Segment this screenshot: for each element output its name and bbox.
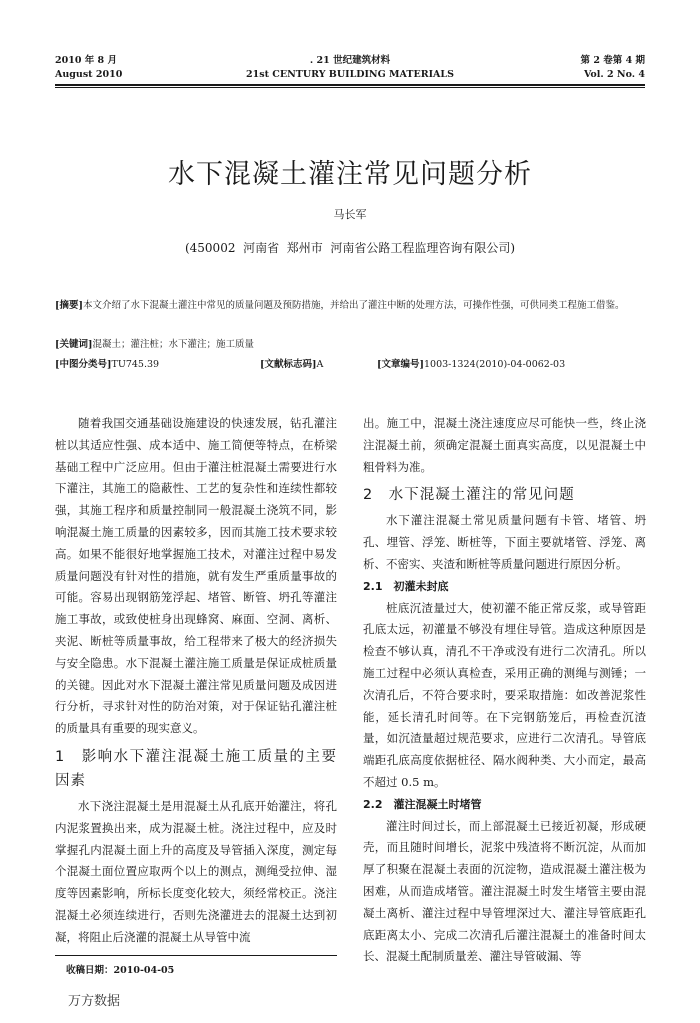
article-author: 马长军 (333, 208, 367, 221)
section-2-2-heading: 2.2 灌注混凝土时堵管 (363, 797, 482, 811)
header-date-en: August 2010 (55, 69, 123, 80)
body-left-column (55, 413, 337, 949)
keywords-text: 混凝土；灌注桩；水下灌注；施工质量 (92, 339, 255, 350)
doc-code-label: [文献标志码] (260, 359, 317, 370)
section-1-heading: 1 影响水下灌注混凝土施工质量的主要因素 (55, 748, 337, 789)
watermark: 万方数据 (68, 994, 121, 1009)
header-volume-cn: 第 2 卷第 4 期 (580, 55, 645, 66)
section-2-2-paragraph: 灌注时间过长，而上部混凝土已接近初凝，形成硬壳，而且随时间增长，泥浆中残渣将不断沉淀，从而加厚了积聚在混凝土表面的沉淀物，造成混凝土灌注极为困难，从而造成堵管。灌注混凝土时发生堵管主要由混凝土离析、灌注过程中导管埋深过大、灌注导管底距孔底距离太小、完成二次清孔后灌注混凝土的准备时间太长、混凝土配制质量差、灌注导管破漏、等 (363, 818, 646, 964)
section-2-1-paragraph: 桩底沉渣量过大，使初灌不能正常反浆，或导管距孔底太远，初灌量不够没有埋住导管。造成这种原因是检查不够认真，清孔不干净或没有进行二次清孔。所以施工过程中必须认真检查，采用正确的测绳与测锤；一次清孔后，不符合要求时，要采取措施：如改善泥浆性能，延长清孔时间等。在下完钢筋笼后，再检查沉渣量，如沉渣量超过规范要求，应进行二次清孔。导管底端距孔底高度依据桩径、隔水阀种类、大小而定，最高不超过 0.5 m。 (363, 600, 646, 789)
section-2-1-heading: 2.1 初灌未封底 (363, 579, 449, 593)
intro-paragraph: 随着我国交通基础设施建设的快速发展，钻孔灌注桩以其适应性强、成本适中、施工简便等特点，在桥梁基础工程中广泛应用。但由于灌注桩混凝土需要进行水下灌注，其施工的隐蔽性、工艺的复杂性和连续性都较强，其施工程序和质量控制同一般混凝土浇筑不同，影响混凝土施工质量的因素较多，因而其施工技术要求较高。如果不能很好地掌握施工技术，对灌注过程中易发质量问题没有针对性的措施，就有发生严重质量事故的可能。容易出现钢筋笼浮起、堵管、断管、坍孔等灌注施工事故，或致使桩身出现蜂窝、麻面、空洞、离析、夹泥、断桩等质量事故，给工程带来了极大的经济损失与安全隐患。水下混凝土灌注施工质量是保证成桩质量的关键。因此对水下混凝土灌注常见质量问题及成因进行分析，寻求针对性的防治对策，对于保证钻孔灌注桩的质量具有重要的现实意义。 (55, 416, 337, 736)
abstract-label: [摘要] (55, 300, 83, 311)
header-rule (55, 84, 645, 86)
section-2-heading: 2 水下混凝土灌注的常见问题 (363, 487, 575, 504)
clc-value: TU745.39 (111, 359, 160, 370)
clc (55, 356, 159, 374)
article-title: 水下混凝土灌注常见问题分析 (168, 159, 532, 190)
section-2-paragraph: 水下灌注混凝土常见质量问题有卡管、堵管、坍孔、埋管、浮笼、断桩等，下面主要就堵管、浮笼、离析、不密实、夹渣和断桩等质量问题进行原因分析。 (363, 513, 646, 571)
body-right-column (363, 413, 646, 968)
footnote-rule (55, 955, 337, 956)
doc-code-value: A (316, 359, 324, 370)
article-affiliation: (450002 河南省 郑州市 河南省公路工程监理咨询有限公司) (184, 241, 516, 255)
header-date-cn: 2010 年 8 月 (55, 55, 117, 66)
keywords (55, 336, 655, 354)
abstract-text: 本文介绍了水下混凝土灌注中常见的质量问题及预防措施，并给出了灌注中断的处理方法，可操作性强，可供同类工程施工借鉴。 (83, 300, 625, 311)
header-journal-en: 21st CENTURY BUILDING MATERIALS (246, 69, 454, 80)
section-1-continued: 出。施工中，混凝土浇注速度应尽可能快一些，终止浇注混凝土前，须确定混凝土面真实高度，以见混凝土中粗骨料为准。 (363, 416, 646, 474)
section-1-paragraph: 水下浇注混凝土是用混凝土从孔底开始灌注，将孔内泥浆置换出来，成为混凝土桩。浇注过程中，应及时掌握孔内混凝土面上升的高度及导管插入深度，测定每个混凝土面位置应取两个以上的测点，测绳受拉伸、湿度等因素影响，所标长度变化较大，须经常校正。浇注混凝土必须连续进行，否则先浇灌进去的混凝土达到初凝，将阻止后浇灌的混凝土从导管中流 (55, 798, 337, 944)
abstract (55, 297, 655, 315)
doc-code (260, 356, 323, 374)
article-number-label: [文章编号] (377, 359, 424, 370)
clc-label: [中图分类号] (55, 359, 112, 370)
article-number-value: 1003-1324(2010)-04-0062-03 (424, 359, 566, 370)
keywords-label: [关键词] (55, 339, 93, 350)
received-date: 收稿日期：2010-04-05 (66, 965, 175, 976)
header-rule-thin (55, 87, 645, 88)
header-volume-en: Vol. 2 No. 4 (583, 69, 645, 80)
header-journal-cn: . 21 世纪建筑材料 (309, 55, 391, 66)
article-number (377, 356, 565, 374)
